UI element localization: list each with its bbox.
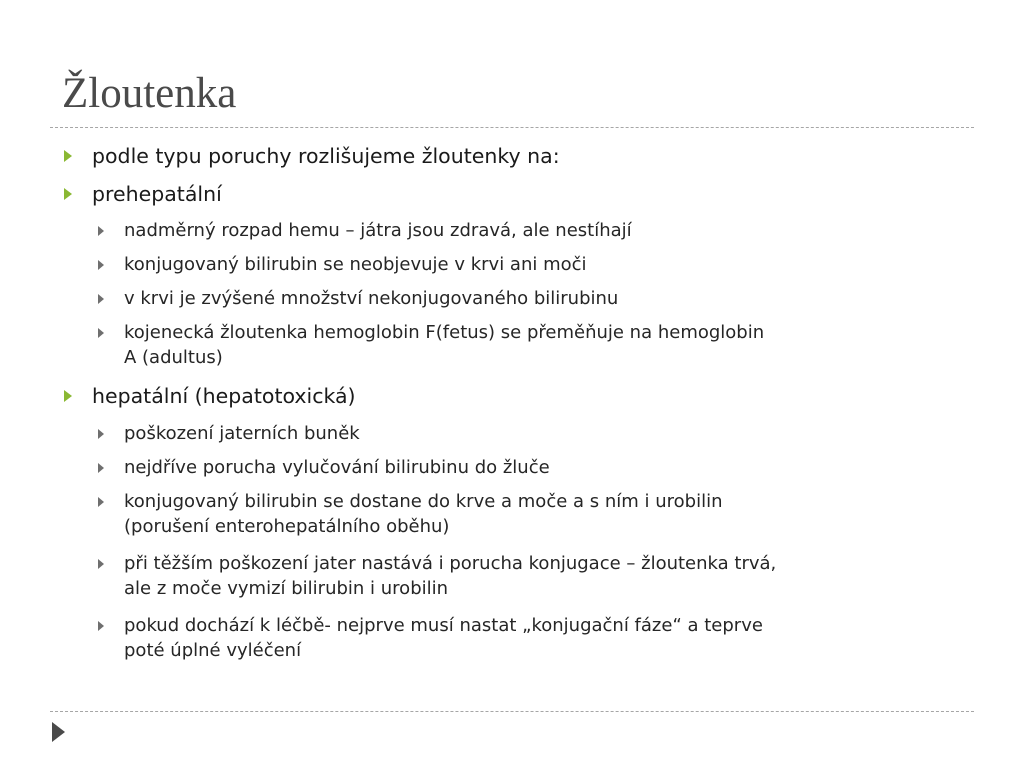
sub-bullet-text: konjugovaný bilirubin se neobjevuje v krvi ani moči	[124, 254, 587, 275]
footer-triangle-icon	[52, 722, 65, 742]
gray-triangle-bullet-icon	[98, 294, 104, 304]
sub-bullet-text-line: při těžším poškození jater nastává i porucha konjugace – žloutenka trvá,	[124, 553, 777, 574]
sub-bullet-text-line: pokud dochází k léčbě- nejprve musí nastat „konjugační fáze“ a teprve	[124, 615, 763, 636]
sub-bullet-item	[124, 286, 959, 311]
sub-bullet-item	[124, 421, 959, 446]
gray-triangle-bullet-icon	[98, 429, 104, 439]
sub-bullet-item	[124, 320, 959, 370]
bullet-text: hepatální (hepatotoxická)	[92, 384, 356, 408]
sub-bullet-item	[124, 218, 959, 243]
sub-bullet-text: v krvi je zvýšené množství nekonjugovaného bilirubinu	[124, 288, 619, 309]
sub-bullet-text: poškození jaterních buněk	[124, 423, 360, 444]
sub-bullet-item	[124, 613, 959, 663]
gray-triangle-bullet-icon	[98, 463, 104, 473]
green-triangle-bullet-icon	[64, 188, 72, 200]
sub-bullet-item	[124, 252, 959, 277]
bullet-item	[92, 382, 972, 410]
sub-bullet-item	[124, 551, 959, 601]
green-triangle-bullet-icon	[64, 150, 72, 162]
sub-bullet-text-line: poté úplné vyléčení	[124, 640, 302, 661]
sub-bullet-text-line: konjugovaný bilirubin se dostane do krve a moče a s ním i urobilin	[124, 491, 723, 512]
sub-bullet-text: nejdříve porucha vylučování bilirubinu do žluče	[124, 457, 550, 478]
title-divider	[50, 127, 974, 128]
sub-bullet-item	[124, 455, 959, 480]
sub-bullet-text-line: kojenecká žloutenka hemoglobin F(fetus) se přeměňuje na hemoglobin	[124, 322, 765, 343]
gray-triangle-bullet-icon	[98, 621, 104, 631]
gray-triangle-bullet-icon	[98, 497, 104, 507]
sub-bullet-text-line: ale z moče vymizí bilirubin i urobilin	[124, 578, 449, 599]
gray-triangle-bullet-icon	[98, 328, 104, 338]
gray-triangle-bullet-icon	[98, 226, 104, 236]
bullet-item	[92, 142, 972, 170]
bullet-item	[92, 180, 972, 208]
gray-triangle-bullet-icon	[98, 559, 104, 569]
footer-divider	[50, 711, 974, 712]
gray-triangle-bullet-icon	[98, 260, 104, 270]
slide-title: Žloutenka	[62, 70, 237, 117]
sub-bullet-item	[124, 489, 959, 539]
sub-bullet-text-line: (porušení enterohepatálního oběhu)	[124, 516, 450, 537]
green-triangle-bullet-icon	[64, 390, 72, 402]
sub-bullet-text: nadměrný rozpad hemu – játra jsou zdravá, ale nestíhají	[124, 220, 632, 241]
sub-bullet-text-line: A (adultus)	[124, 347, 223, 368]
bullet-text: prehepatální	[92, 182, 222, 206]
bullet-text: podle typu poruchy rozlišujeme žloutenky na:	[92, 144, 560, 168]
